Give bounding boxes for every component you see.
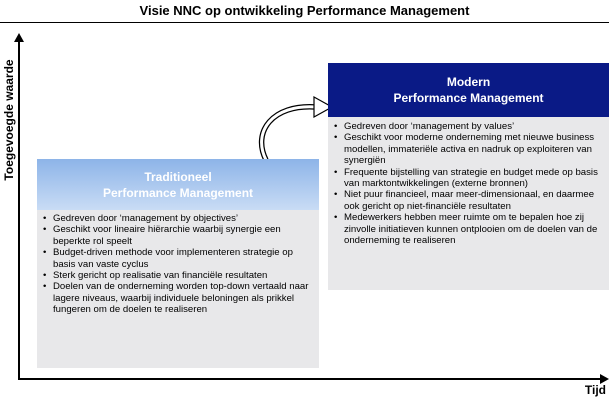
traditional-pm-bullet-list xyxy=(43,213,313,316)
list-item: • Geschikt voor lineaire hiërarchie waarbij synergie een beperkte rol speelt xyxy=(43,224,313,247)
traditional-pm-box xyxy=(37,159,319,368)
list-item: • Gedreven door ‘management by values’ xyxy=(334,121,603,132)
modern-pm-bullet-list xyxy=(334,121,603,246)
traditional-pm-header xyxy=(37,159,319,210)
list-item: • Budget-driven methode voor implementeren strategie op basis van vaste cyclus xyxy=(43,247,313,270)
modern-pm-title: Modern xyxy=(446,75,491,89)
page-title: Visie NNC op ontwikkeling Performance Management xyxy=(139,3,470,18)
traditional-pm-subtitle: Performance Management xyxy=(102,185,254,200)
list-item: • Frequente bijstelling van strategie en budget mede op basis van marktontwikkelingen (externe bronnen) xyxy=(334,167,603,190)
list-item: • Doelen van de onderneming worden top-down vertaald naar lagere niveaus, waarbij individuele beloningen als prikkel fungeren om de doelen te realiseren xyxy=(43,281,313,315)
modern-pm-box xyxy=(328,63,609,290)
list-item: • Sterk gericht op realisatie van financiële resultaten xyxy=(43,270,313,281)
x-axis-line xyxy=(18,378,602,380)
transition-arrow-icon xyxy=(250,96,340,162)
list-item: • Medewerkers hebben meer ruimte om te bepalen hoe zij zinvolle initiatieven kunnen ontplooien om de doelen van de onderneming te realiseren xyxy=(334,212,603,246)
traditional-pm-title: Traditioneel xyxy=(144,169,212,184)
modern-pm-body xyxy=(328,117,609,290)
modern-pm-header xyxy=(328,63,609,117)
y-axis-label: Toegevoegde waarde xyxy=(2,59,16,181)
traditional-pm-body xyxy=(37,210,319,368)
y-axis-line xyxy=(18,40,20,380)
x-axis-label: Tijd xyxy=(584,383,606,397)
modern-pm-subtitle: Performance Management xyxy=(393,91,544,105)
title-underline xyxy=(0,22,609,23)
list-item: • Niet puur financieel, maar meer-dimensionaal, en daarmee ook gericht op niet-financiële resultaten xyxy=(334,189,603,212)
list-item: • Geschikt voor moderne onderneming met nieuwe business modellen, immateriële activa en nadruk op exploiteren van synergiën xyxy=(334,132,603,166)
list-item: • Gedreven door ‘management by objectives’ xyxy=(43,213,313,224)
